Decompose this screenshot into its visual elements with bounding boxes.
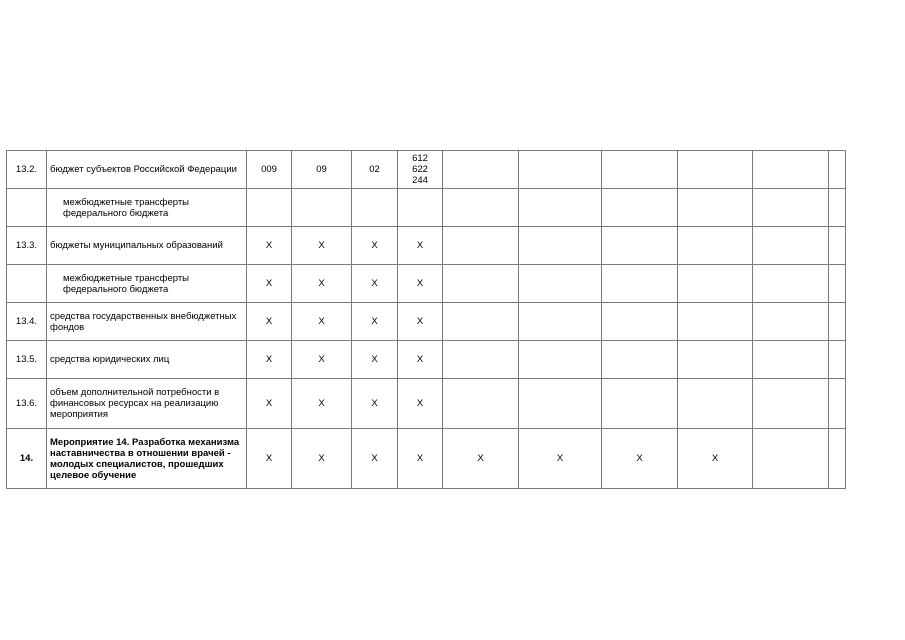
value-cell (602, 303, 678, 341)
row-number (7, 189, 47, 227)
code-cell: X (398, 341, 443, 379)
value-cell (829, 227, 846, 265)
row-number: 13.6. (7, 379, 47, 429)
value-cell (829, 341, 846, 379)
value-cell (678, 303, 753, 341)
row-description: средства юридических лиц (47, 341, 247, 379)
row-number: 13.4. (7, 303, 47, 341)
value-cell: X (519, 429, 602, 489)
value-cell (519, 265, 602, 303)
code-cell: X (292, 379, 352, 429)
code-cell: X (398, 379, 443, 429)
code-cell: 09 (292, 151, 352, 189)
row-description: Мероприятие 14. Разработка механизма наставничества в отношении врачей - молодых специалистов, прошедших целевое обучение (47, 429, 247, 489)
row-description: объем дополнительной потребности в финансовых ресурсах на реализацию мероприятия (47, 379, 247, 429)
code-cell: 009 (247, 151, 292, 189)
code-cell: X (292, 303, 352, 341)
budget-table (6, 150, 846, 489)
code-cell: X (398, 227, 443, 265)
value-cell (602, 379, 678, 429)
value-cell (678, 341, 753, 379)
value-cell (829, 265, 846, 303)
code-cell: X (352, 341, 398, 379)
code-cell: X (352, 429, 398, 489)
value-cell (829, 303, 846, 341)
code-cell (398, 151, 443, 189)
value-cell (519, 227, 602, 265)
code-cell (247, 189, 292, 227)
value-cell (753, 265, 829, 303)
value-cell (602, 151, 678, 189)
value-cell (678, 151, 753, 189)
value-cell (753, 379, 829, 429)
value-cell (519, 379, 602, 429)
table-row (7, 265, 846, 303)
code-cell: X (352, 265, 398, 303)
value-cell (753, 189, 829, 227)
value-cell (519, 341, 602, 379)
value-cell (443, 265, 519, 303)
code-cell (292, 189, 352, 227)
row-number: 13.2. (7, 151, 47, 189)
value-cell (443, 151, 519, 189)
value-cell: X (678, 429, 753, 489)
row-description: средства государственных внебюджетных фондов (47, 303, 247, 341)
code-cell: X (247, 303, 292, 341)
code-cell: X (398, 303, 443, 341)
value-cell (602, 189, 678, 227)
code-cell: X (247, 379, 292, 429)
value-cell (443, 379, 519, 429)
code-cell (398, 189, 443, 227)
value-cell (443, 227, 519, 265)
value-cell (753, 227, 829, 265)
value-cell (829, 429, 846, 489)
table-row (7, 189, 846, 227)
code-value: 244 (412, 175, 428, 186)
row-number: 13.3. (7, 227, 47, 265)
value-cell (602, 341, 678, 379)
code-cell: X (398, 429, 443, 489)
code-cell: X (247, 341, 292, 379)
code-cell: X (352, 303, 398, 341)
value-cell (829, 379, 846, 429)
value-cell (753, 303, 829, 341)
table-row (7, 227, 846, 265)
row-number: 14. (7, 429, 47, 489)
value-cell (602, 227, 678, 265)
table-row (7, 341, 846, 379)
value-cell (443, 303, 519, 341)
value-cell (519, 303, 602, 341)
code-cell: X (292, 227, 352, 265)
table-row (7, 379, 846, 429)
code-cell: X (352, 227, 398, 265)
row-number: 13.5. (7, 341, 47, 379)
value-cell (753, 429, 829, 489)
value-cell (678, 227, 753, 265)
table-row (7, 151, 846, 189)
code-cell (352, 189, 398, 227)
value-cell (678, 379, 753, 429)
code-cell: 02 (352, 151, 398, 189)
code-value: 612 (412, 153, 428, 164)
row-description: бюджеты муниципальных образований (47, 227, 247, 265)
table-row (7, 429, 846, 489)
row-number (7, 265, 47, 303)
code-cell: X (247, 265, 292, 303)
value-cell (519, 151, 602, 189)
value-cell (753, 341, 829, 379)
value-cell (678, 265, 753, 303)
code-cell: X (247, 227, 292, 265)
code-cell: X (352, 379, 398, 429)
value-cell: X (602, 429, 678, 489)
value-cell (602, 265, 678, 303)
row-description: межбюджетные трансферты федерального бюджета (47, 189, 247, 227)
code-cell: X (247, 429, 292, 489)
value-cell (753, 151, 829, 189)
code-cell: X (292, 429, 352, 489)
value-cell (678, 189, 753, 227)
value-cell (443, 341, 519, 379)
code-cell: X (398, 265, 443, 303)
code-cell: X (292, 265, 352, 303)
value-cell (519, 189, 602, 227)
value-cell (829, 151, 846, 189)
code-value: 622 (412, 164, 428, 175)
value-cell (443, 189, 519, 227)
row-description: бюджет субъектов Российской Федерации (47, 151, 247, 189)
value-cell: X (443, 429, 519, 489)
value-cell (829, 189, 846, 227)
code-cell: X (292, 341, 352, 379)
row-description: межбюджетные трансферты федерального бюджета (47, 265, 247, 303)
table-row (7, 303, 846, 341)
